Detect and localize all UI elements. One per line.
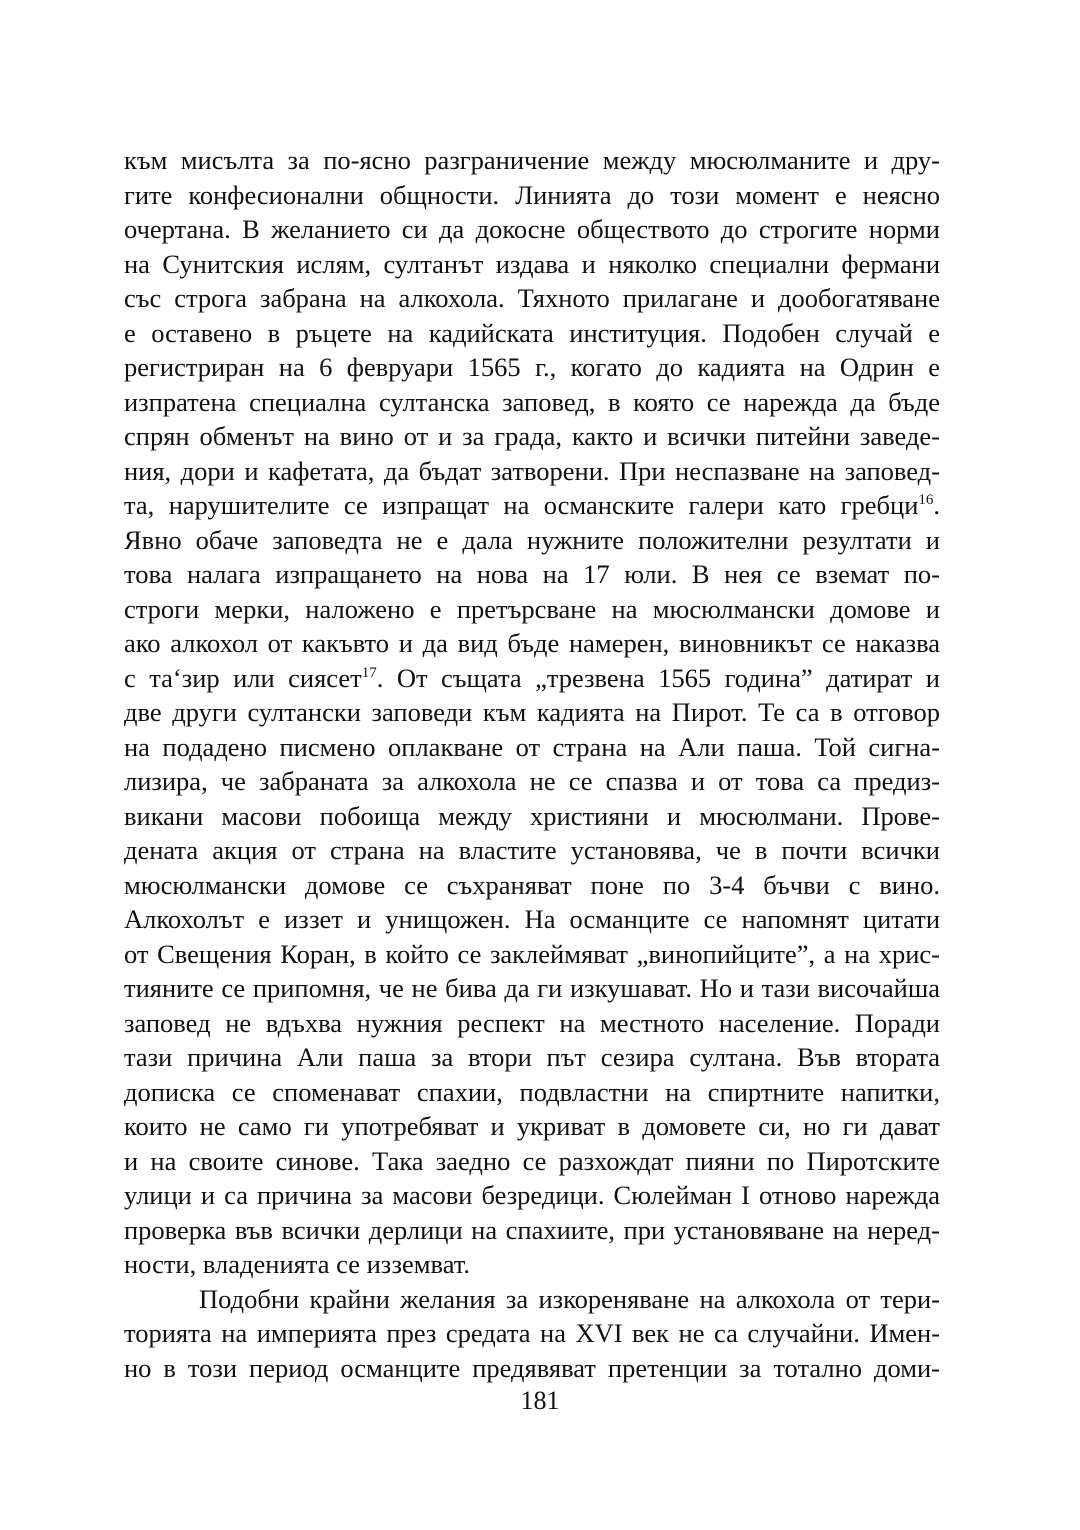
page-body: [124, 143, 940, 1385]
text-line: но в този период османците предявяват претенции за тотално доми-: [124, 1352, 940, 1383]
footnote-ref-17[interactable]: 17: [361, 664, 377, 681]
text-line: две други султански заповеди към кадията на Пирот. Те са в отговор: [124, 697, 940, 727]
text-line: на подадено писмено оплакване от страна на Али паша. Той сигна-: [124, 731, 940, 762]
text-line: строги мерки, наложено е претърсване на мюсюлмански домове и: [124, 593, 940, 624]
text-segment: .: [933, 490, 940, 520]
text-line: към мисълта за по-ясно разграничение между мюсюлманите и дру-: [124, 145, 940, 175]
text-line: Подобни крайни желания за изкореняване на алкохола от тери-: [199, 1283, 940, 1314]
text-line: ния, дори и кафетата, да бъдат затворени. При неспазване на заповед-: [124, 455, 940, 486]
text-line: дописка се споменават спахии, подвластни на спиртните напитки,: [124, 1076, 940, 1107]
text-line: изпратена специална султанска заповед, в която се нарежда да бъде: [124, 386, 940, 417]
text-line: торията на империята през средата на XVI век не са случайни. Имен-: [124, 1318, 940, 1348]
text-line: заповед не вдъхва нужния респект на местното население. Поради: [124, 1007, 940, 1038]
text-line: спрян обменът на вино от и за града, както и всички питейни заведе-: [124, 421, 940, 451]
text-line: очертана. В желанието си да докосне обществото до строгите норми: [124, 214, 940, 244]
text-line: Явно обаче заповедта не е дала нужните положителни резултати и: [124, 524, 940, 555]
paragraph-2: [124, 1282, 940, 1386]
text-line: регистриран на 6 февруари 1565 г., когато до кадията на Одрин е: [124, 352, 940, 382]
text-line: проверка във всички дерлици на спахиите, при установяване на неред-: [124, 1214, 940, 1245]
text-line: които не само ги употребяват и укриват в домовете си, но ги дават: [124, 1111, 940, 1141]
text-line: тияните се припомня, че не бива да ги изкушават. Но и тази височайша: [124, 973, 940, 1003]
text-line-with-footnote-17: [124, 661, 940, 696]
page-number: 181: [520, 1386, 560, 1415]
text-line-with-footnote-16: [124, 488, 940, 523]
text-line: ности, владенията се изземват.: [124, 1249, 471, 1279]
text-line: Алкохолът е иззет и унищожен. На османците се напомнят цитати: [124, 904, 940, 934]
text-line: тази причина Али паша за втори път сезира султана. Във втората: [124, 1042, 940, 1072]
text-line: на Сунитския ислям, султанът издава и няколко специални фермани: [124, 248, 940, 279]
footnote-ref-16[interactable]: 16: [918, 492, 934, 508]
text-line: гите конфесионални общности. Линията до този момент е неясно: [124, 179, 940, 210]
text-segment: та, нарушителите се изпращат на османските галери като гребци: [124, 490, 919, 520]
text-line: ако алкохол от какъвто и да вид бъде намерен, виновникът се наказва: [124, 628, 940, 658]
text-line: и на своите синове. Така заедно се разхождат пияни по Пиротските: [124, 1145, 940, 1176]
text-line: от Свещения Коран, в който се заклеймяват „винопийците”, а на хрис-: [124, 938, 940, 969]
text-line: дената акция от страна на властите установява, че в почти всички: [124, 835, 940, 865]
text-segment: . От същата „трезвена 1565 година” датират и: [376, 662, 940, 693]
text-line: е оставено в ръцете на кадийската институция. Подобен случай е: [124, 317, 940, 348]
paragraph-1: [124, 143, 940, 1282]
text-line: улици и са причина за масови безредици. Сюлейман I отново нарежда: [124, 1180, 940, 1210]
text-line: лизира, че забраната за алкохола не се спазва и от това са предиз-: [124, 766, 940, 796]
text-line: това налага изпращането на нова на 17 юли. В нея се вземат по-: [124, 559, 940, 589]
text-line: със строга забрана на алкохола. Тяхното прилагане и дообогатяване: [124, 283, 940, 313]
text-line: мюсюлмански домове се съхраняват поне по 3-4 бъчви с вино.: [124, 869, 940, 900]
text-segment: с та‘зир или сиясет: [124, 662, 362, 693]
text-line: викани масови побоища между християни и мюсюлмани. Прове-: [124, 800, 940, 831]
